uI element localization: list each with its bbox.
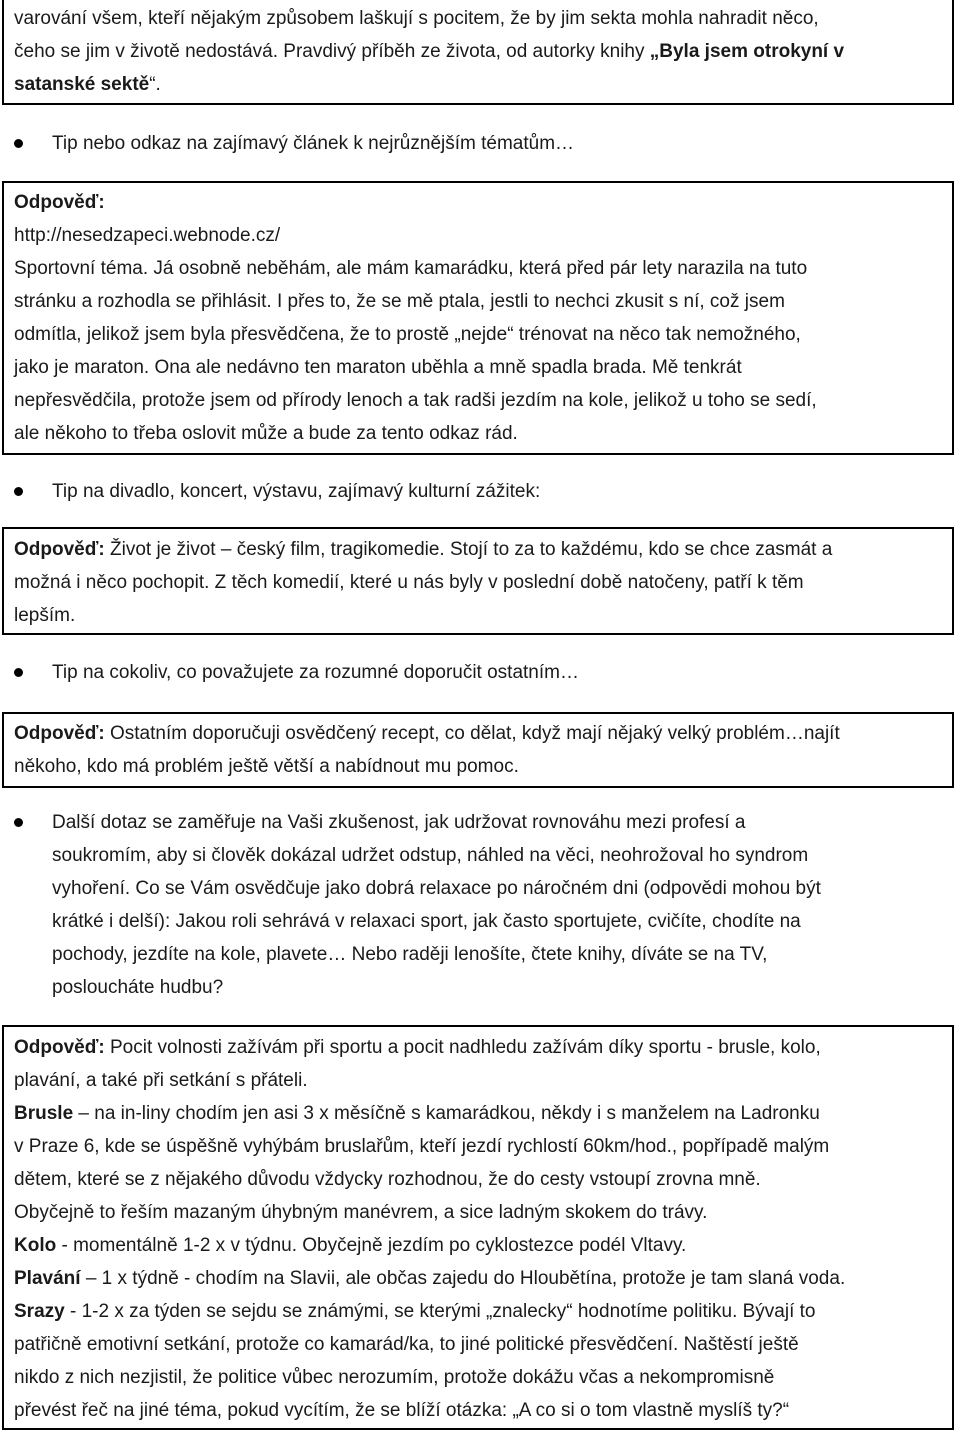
answer-box-3 xyxy=(2,527,954,635)
question-text: soukromím, aby si člověk dokázal udržet odstup, náhled na věci, neohrožoval ho syndrom xyxy=(52,845,809,866)
text-line: varování všem, kteří nějakým způsobem laškují s pocitem, že by jim sekta mohla nahradit něco, xyxy=(14,8,819,29)
question-text: posloucháte hudbu? xyxy=(52,977,224,998)
text-line: Srazy - 1-2 x za týden se sejdu se známými, se kterými „znalecky“ hodnotíme politiku. Bývají to xyxy=(14,1301,816,1322)
bullet-icon xyxy=(14,139,23,148)
text-line: Odpověď: Život je život – český film, tragikomedie. Stojí to za to každému, kdo se chce zasmát a xyxy=(14,539,833,560)
text-line: čeho se jim v životě nedostává. Pravdivý příběh ze života, od autorky knihy „Byla jsem otrokyní v xyxy=(14,41,845,62)
answer-label: Odpověď: xyxy=(14,1037,105,1058)
plavani-label: Plavání xyxy=(14,1268,81,1289)
question-text: Tip na cokoliv, co považujete za rozumné doporučit ostatním… xyxy=(52,662,579,683)
text-line: odmítla, jelikož jsem byla přesvědčena, že to prostě „nejde“ trénovat na něco tak nemožného, xyxy=(14,324,801,345)
text-line: Brusle – na in-liny chodím jen asi 3 x měsíčně s kamarádkou, někdy i s manželem na Ladronku xyxy=(14,1103,820,1124)
book-title-cont: satanské sektě xyxy=(14,74,150,95)
bullet-icon xyxy=(14,668,23,677)
text-line: ale někoho to třeba oslovit může a bude za tento odkaz rád. xyxy=(14,423,518,444)
text-line: možná i něco pochopit. Z těch komedií, které u nás byly v poslední době natočeny, patří k těm xyxy=(14,572,804,593)
text-line: v Praze 6, kde se úspěšně vyhýbám bruslařům, kteří jezdí rychlostí 60km/hod., popřípadě malým xyxy=(14,1136,830,1157)
question-text: Další dotaz se zaměřuje na Vaši zkušenost, jak udržovat rovnováhu mezi profesí a xyxy=(52,812,746,833)
question-text: krátké i delší): Jakou roli sehrává v relaxaci sport, jak často sportujete, cvičíte, chodíte na xyxy=(52,911,801,932)
text-line: Odpověď: Pocit volnosti zažívám při sportu a pocit nadhledu zažívám díky sportu - brusle, kolo, xyxy=(14,1037,821,1058)
text-line: dětem, které se z nějakého důvodu vždycky rozhodnou, že do cesty vstoupí zrovna mně. xyxy=(14,1169,761,1190)
bullet-icon xyxy=(14,487,23,496)
question-text: Tip na divadlo, koncert, výstavu, zajímavý kulturní zážitek: xyxy=(52,481,541,502)
text-line: nikdo z nich nezjistil, že politice vůbec nerozumím, protože dokážu včas a nekompromisně xyxy=(14,1367,775,1388)
answer-box-4 xyxy=(2,712,954,788)
book-title: „Byla jsem otrokyní v xyxy=(649,41,845,62)
answer-box-1 xyxy=(2,0,954,105)
text-line: patřičně emotivní setkání, protože co kamarád/ka, to jiné politické přesvědčení. Naštěstí ještě xyxy=(14,1334,799,1355)
text-line: převést řeč na jiné téma, pokud vycítím, že se blíží otázka: „A co si o tom vlastně myslíš ty?“ xyxy=(14,1400,790,1421)
link-url[interactable]: http://nesedzapeci.webnode.cz/ xyxy=(14,225,281,246)
text-line: někoho, kdo má problém ještě větší a nabídnout mu pomoc. xyxy=(14,756,519,777)
question-text: pochody, jezdíte na kole, plavete… Nebo raději lenošíte, čtete knihy, díváte se na TV, xyxy=(52,944,768,965)
text-line: Plavání – 1 x týdně - chodím na Slavii, ale občas zajedu do Hloubětína, protože je tam slaná voda. xyxy=(14,1268,846,1289)
brusle-label: Brusle xyxy=(14,1103,74,1124)
text-line: stránku a rozhodla se přihlásit. I přes to, že se mě ptala, jestli to nechci zkusit s ní, což jsem xyxy=(14,291,785,312)
text-line: plavání, a také při setkání s přáteli. xyxy=(14,1070,308,1091)
answer-label: Odpověď: xyxy=(14,539,105,560)
text-line: Odpověď: Ostatním doporučuji osvědčený recept, co dělat, když mají nějaký velký problém…najít xyxy=(14,723,840,744)
answer-label: Odpověď: xyxy=(14,723,105,744)
question-text: Tip nebo odkaz na zajímavý článek k nejrůznějším tématům… xyxy=(52,133,575,154)
text-line: Sportovní téma. Já osobně neběhám, ale mám kamarádku, která před pár lety narazila na tuto xyxy=(14,258,808,279)
answer-label: Odpověď: xyxy=(14,192,105,213)
text-line: lepším. xyxy=(14,605,76,626)
answer-box-2 xyxy=(2,181,954,455)
text-line: Obyčejně to řeším mazaným úhybným manévrem, a sice ladným skokem do trávy. xyxy=(14,1202,708,1223)
text-line: satanské sektě“. xyxy=(14,74,161,95)
bullet-icon xyxy=(14,818,23,827)
question-text: vyhoření. Co se Vám osvědčuje jako dobrá relaxace po náročném dni (odpovědi mohou být xyxy=(52,878,821,899)
text-line: Kolo - momentálně 1-2 x v týdnu. Obyčejně jezdím po cyklostezce podél Vltavy. xyxy=(14,1235,687,1256)
text-line: jako je maraton. Ona ale nedávno ten maraton uběhla a mně spadla brada. Mě tenkrát xyxy=(14,357,742,378)
answer-box-5 xyxy=(2,1025,954,1430)
srazy-label: Srazy xyxy=(14,1301,65,1322)
text-line: nepřesvědčila, protože jsem od přírody lenoch a tak radši jezdím na kole, jelikož u toho se sedí, xyxy=(14,390,817,411)
kolo-label: Kolo xyxy=(14,1235,57,1256)
